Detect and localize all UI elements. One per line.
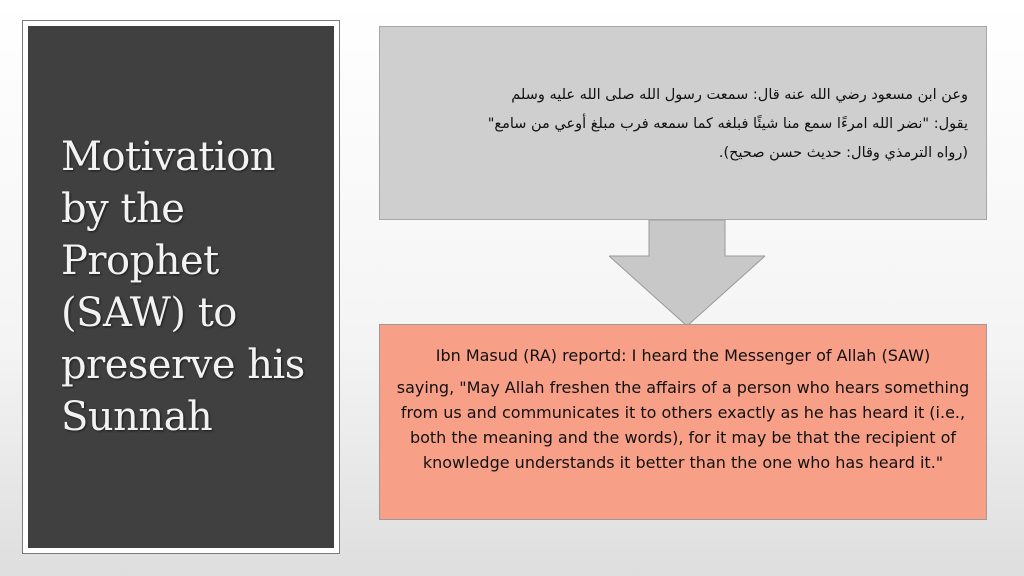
english-translation-box	[379, 324, 987, 520]
title-panel-inner	[28, 26, 334, 548]
down-arrow-icon	[609, 220, 765, 326]
slide-title: Motivation by the Prophet (SAW) to preserve his Sunnah	[61, 134, 305, 440]
arabic-hadith-text	[388, 81, 968, 168]
arabic-line-1: وعن ابن مسعود رضي الله عنه قال: سمعت رسول الله صلى الله عليه وسلم	[511, 87, 968, 103]
english-line-1: Ibn Masud (RA) reportd: I heard the Messenger of Allah (SAW)	[435, 346, 931, 365]
arabic-line-2: يقول: "نضر الله امرءًا سمع منا شيئًا فبلغه كما سمعه فرب مبلغ أوعي من سامع"	[487, 116, 968, 132]
title-panel	[22, 20, 340, 554]
english-translation-text	[390, 343, 976, 475]
english-body: saying, "May Allah freshen the affairs of a person who hears something from us and communicates it to others exactly as he has heard it (i.e., both the meaning and the words), for it may be that the recipient of knowledge understands it better than the one who has heard it."	[396, 378, 970, 472]
arabic-hadith-box	[379, 26, 987, 220]
arabic-line-3: (رواه الترمذي وقال: حديث حسن صحيح).	[718, 145, 968, 161]
